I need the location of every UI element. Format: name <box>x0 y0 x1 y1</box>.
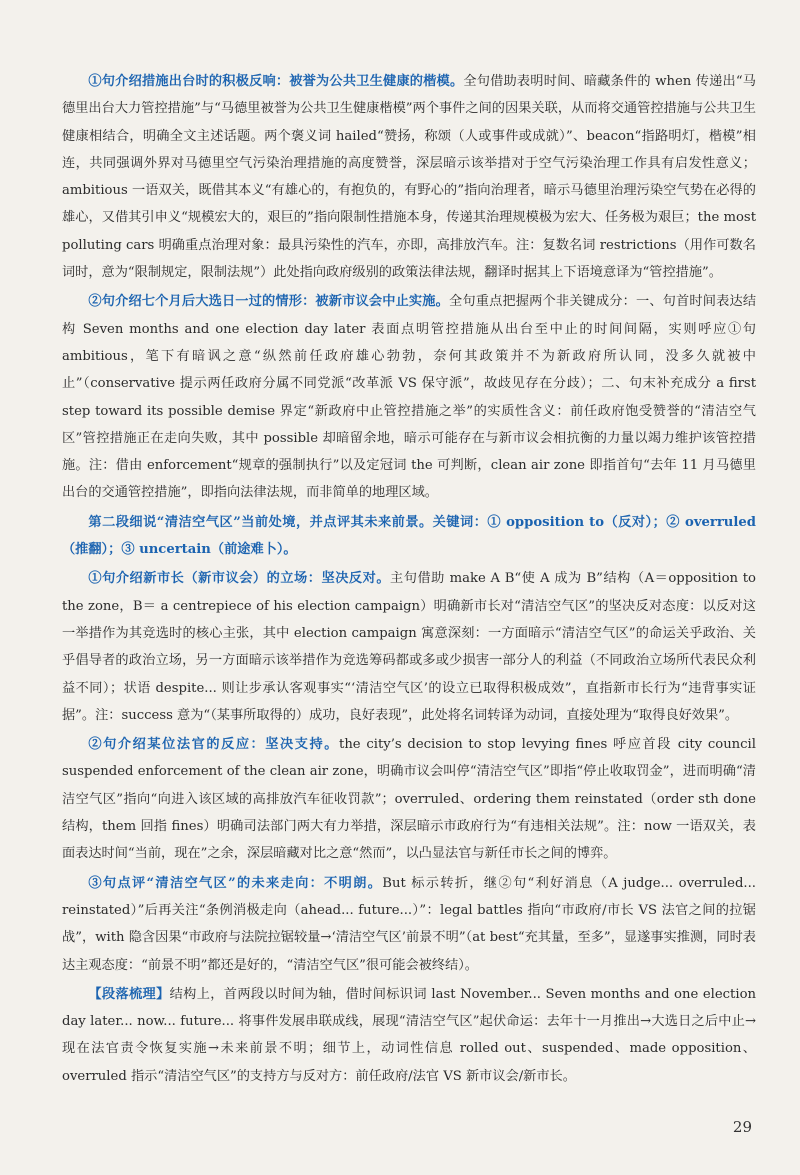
paragraph-lead: ①句介绍措施出台时的积极反响：被誉为公共卫生健康的楷模。 <box>88 74 464 89</box>
paragraph-3 <box>62 565 756 729</box>
paragraph-4 <box>62 731 756 867</box>
page-content <box>62 68 756 1092</box>
section-summary-heading: 第二段细说“清洁空气区”当前处境，并点评其未来前景。关键词：① opposition to（反对）；② overruled（推翻）；③ uncertain（前途难卜）。 <box>62 514 756 558</box>
paragraph-body: the city’s decision to stop levying fines 呼应首段 city council suspended enforcement of the clean air zone，明确市议会叫停“清洁空气区”即指“停止收取罚金”，进而明确“清洁空气区”指向“向进入该区域的高排放汽车征收罚款”；overruled、ordering them reinstated（order sth done 结构，them 回指 fines）明确司法部门两大有力举措，深层暗示市政府行为“有违相关法规”。注：now 一语双关，表面表达时间“当前，现在”之余，深层暗藏对比之意“然而”，以凸显法官与新任市长之间的博弈。 <box>62 737 756 862</box>
paragraph-body: 全句重点把握两个非关键成分：一、句首时间表达结构 Seven months and one election day later 表面点明管控措施从出台至中止的时间间隔，实则呼应①句 ambitious，笔下有暗讽之意“纵然前任政府雄心勃勃，奈何其政策并不为新政府所认同，没多久就被中止”（conservative 提示两任政府分属不同党派“改革派 VS 保守派”，故歧见存在分歧）；二、句末补充成分 a first step toward its possible demise 界定“新政府中止管控措施之举”的实质性含义：前任政府饱受赞誉的“清洁空气区”管控措施正在走向失败，其中 possible 却暗留余地，暗示可能存在与新市议会相抗衡的力量以竭力维护该管控措施。注：借由 enforcement“规章的强制执行”以及定冠词 the 可判断，clean air zone 即指首句“去年 11 月马德里出台的交通管控措施”，即指向法律法规，而非简单的地理区域。 <box>62 294 757 501</box>
paragraph-2 <box>62 288 756 506</box>
paragraph-body: But 标示转折，继②句“利好消息（A judge... overruled... reinstated）”后再关注“条例消极走向（ahead... future...）”：legal battles 指向“市政府/市长 VS 法官之间的拉锯战”，with 隐含因果“市政府与法院拉锯较量→‘清洁空气区’前景不明”（at best“充其量，至多”，显遂事实推测，同时表达主观态度：“前景不明”都还是好的，“清洁空气区”很可能会被终结）。 <box>62 875 756 973</box>
paragraph-lead: ③句点评“清洁空气区”的未来走向：不明朗。 <box>88 875 383 891</box>
paragraph-5 <box>62 870 756 979</box>
paragraph-body: 主句借助 make A B“使 A 成为 B”结构（A＝opposition to the zone，B＝ a centrepiece of his election campaign）明确新市长对“清洁空气区”的坚决反对态度：以反对这一举措作为其竞选时的核心主张，其中 election campaign 寓意深刻：一方面暗示“清洁空气区”的命运关乎政治、关乎倡导者的政治立场，另一方面暗示该举措作为竞选筹码都或多或少损害一部分人的利益（不同政治立场所代表民众利益不同）；状语 despite... 则让步承认客观事实“‘清洁空气区’的设立已取得积极成效”，直指新市长行为“违背事实证据”。注：success 意为“（某事所取得的）成功，良好表现”，此处将名词转译为动词，直接处理为“取得良好效果”。 <box>62 571 756 723</box>
paragraph-summary <box>62 981 756 1090</box>
summary-tag: 【段落梳理】 <box>88 986 170 1002</box>
paragraph-1 <box>62 68 756 286</box>
summary-body: 结构上，首两段以时间为轴，借时间标识词 last November... Seven months and one election day later... now... future... 将事件发展串联成线，展现“清洁空气区”起伏命运：去年十一月推出→大选日之后中止→现在法官责令恢复实施→未来前景不明；细节上，动词性信息 rolled out、suspended、made opposition、overruled 指示“清洁空气区”的支持方与反对方：前任政府/法官 VS 新市议会/新市长。 <box>62 986 756 1084</box>
paragraph-lead: ②句介绍某位法官的反应：坚决支持。 <box>88 737 340 753</box>
paragraph-body: 全句借助表明时间、暗藏条件的 when 传递出“马德里出台大力管控措施”与“马德里被誉为公共卫生健康楷模”两个事件之间的因果关联，从而将交通管控措施与公共卫生健康相结合，明确全文主述话题。两个褒义词 hailed“赞扬，称颂（人或事件或成就）”、beacon“指路明灯，楷模”相连，共同强调外界对马德里空气污染治理措施的高度赞誉，深层暗示该举措对于空气污染治理工作具有启发性意义；ambitious 一语双关，既借其本义“有雄心的，有抱负的，有野心的”指向治理者，暗示马德里治理污染空气势在必得的雄心，又借其引申义“规模宏大的，艰巨的”指向限制性措施本身，传递其治理规模极为宏大、任务极为艰巨；the most polluting cars 明确重点治理对象：最具污染性的汽车，亦即，高排放汽车。注：复数名词 restrictions（用作可数名词时，意为“限制规定，限制法规”）此处指向政府级别的政策法律法规，翻译时据其上下语境意译为“管控措施”。 <box>62 74 756 281</box>
paragraph-lead: ②句介绍七个月后大选日一过的情形：被新市议会中止实施。 <box>88 294 449 310</box>
page-number: 29 <box>732 1118 752 1136</box>
paragraph-lead: ①句介绍新市长（新市议会）的立场：坚决反对。 <box>88 571 391 587</box>
